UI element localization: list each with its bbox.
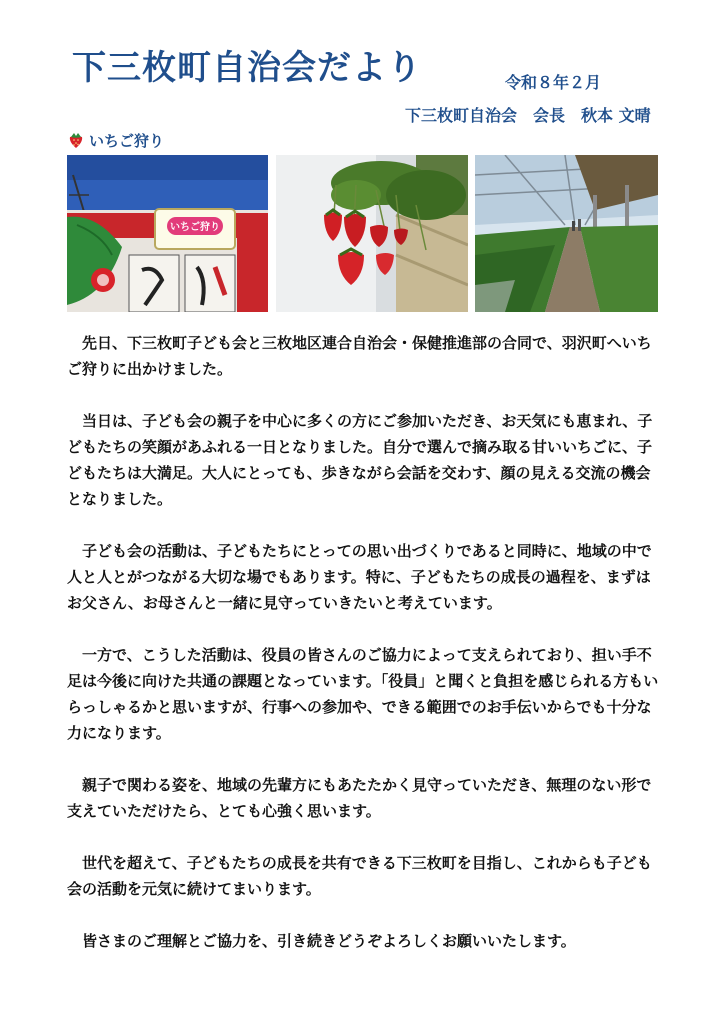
paragraph: 親子で関わる姿を、地域の先輩方にもあたたかく見守っていただき、無理のない形で支えていただけたら、とても心強く思います。	[67, 776, 652, 820]
photo-strawberry-farm-sign	[67, 155, 268, 312]
section-label: いちご狩り	[89, 132, 165, 150]
paragraph: 子ども会の活動は、子どもたちにとっての思い出づくりであると同時に、地域の中で人と人とがつながる大切な場でもあります。特に、子どもたちの成長の過程を、まずはお父さん、お母さんと一緒に見守っていきたいと考えています。	[67, 542, 652, 612]
paragraph: 皆さまのご理解とご協力を、引き続きどうぞよろしくお願いいたします。	[82, 932, 576, 950]
section-heading	[68, 130, 164, 151]
strawberry-icon	[68, 132, 84, 149]
paragraph: 一方で、こうした活動は、役員の皆さんのご協力によって支えられており、担い手不足は今後に向けた共通の課題となっています。「役員」と聞くと負担を感じられる方もいらっしゃるかと思いますが、行事への参加や、できる範囲でのお手伝いからでも十分な力になります。	[67, 646, 659, 742]
newsletter-title: 下三枚町自治会だより	[72, 48, 422, 88]
photo-strawberries-on-vine	[276, 155, 468, 312]
author-line: 下三枚町自治会 会長 秋本 文晴	[405, 106, 651, 125]
paragraph: 先日、下三枚町子ども会と三枚地区連合自治会・保健推進部の合同で、羽沢町へいちご狩りに出かけました。	[67, 334, 652, 378]
paragraph: 当日は、子ども会の親子を中心に多くの方にご参加いただき、お天気にも恵まれ、子どもたちの笑顔があふれる一日となりました。自分で選んで摘み取る甘いいちごに、子どもたちは大満足。大人にとっても、歩きながら会話を交わす、顔の見える交流の機会となりました。	[67, 412, 653, 508]
paragraph: 世代を超えて、子どもたちの成長を共有できる下三枚町を目指し、これからも子ども会の活動を元気に続けてまいります。	[67, 854, 652, 898]
article-body	[67, 330, 659, 980]
farm-sign-text: いちご狩り	[170, 222, 220, 233]
issue-date: 令和８年２月	[505, 73, 602, 92]
photo-greenhouse-interior	[475, 155, 658, 312]
